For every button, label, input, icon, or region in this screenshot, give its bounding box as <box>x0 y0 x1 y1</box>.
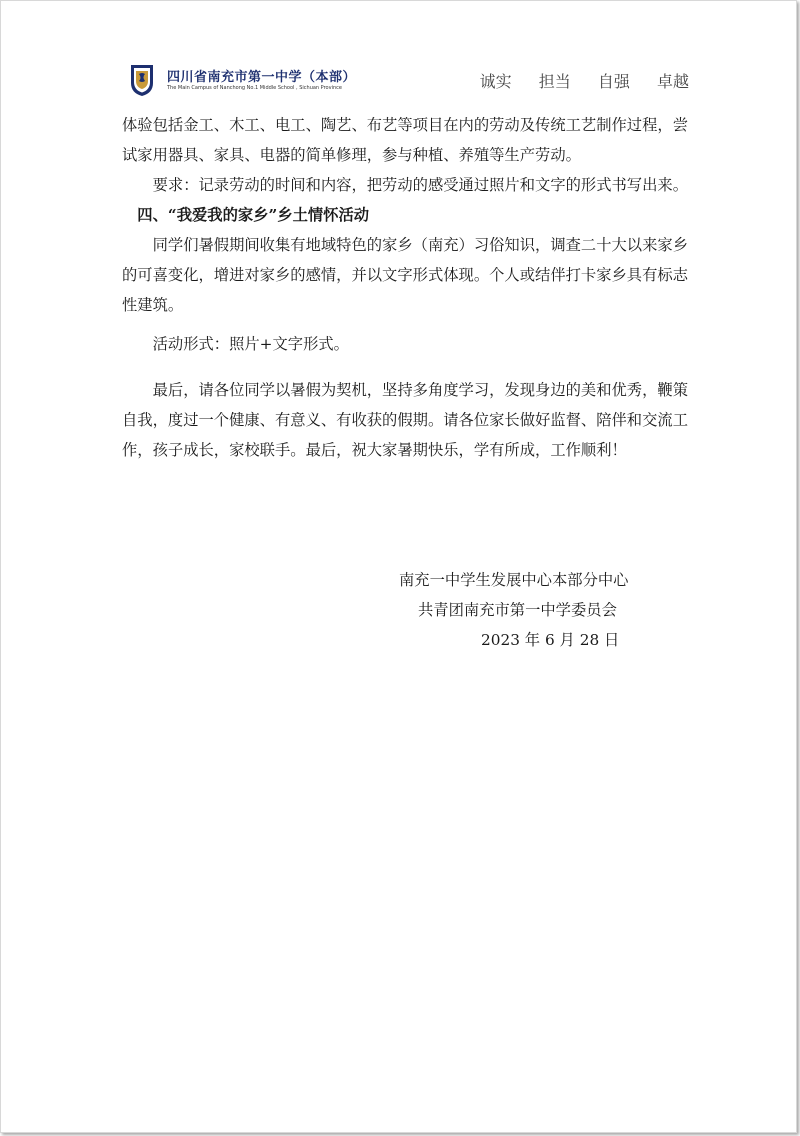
body-text <box>122 110 692 465</box>
page-header <box>129 63 689 103</box>
signature-block <box>381 565 701 655</box>
paragraph-labor-requirement: 要求：记录劳动的时间和内容，把劳动的感受通过照片和文字的形式书写出来。 <box>152 176 688 194</box>
paragraph-activity-format: 活动形式：照片+文字形式。 <box>152 335 349 353</box>
signature-organization: 南充一中学生发展中心本部分中心 <box>399 571 629 589</box>
paragraph-closing: 最后，请各位同学以暑假为契机，坚持多角度学习，发现身边的美和优秀，鞭策自我，度过一个健康、有意义、有收获的假期。请各位家长做好监督、陪伴和交流工作，孩子成长，家校联手。最后，祝大家暑期快乐，学有所成，工作顺利！ <box>122 381 688 459</box>
motto-word: 诚实 <box>479 72 512 91</box>
motto-word: 卓越 <box>656 72 689 91</box>
motto-word: 担当 <box>538 72 571 91</box>
signature-league-committee: 共青团南充市第一中学委员会 <box>418 601 617 619</box>
school-emblem-icon <box>129 63 155 97</box>
paragraph-hometown-activity: 同学们暑假期间收集有地域特色的家乡（南充）习俗知识，调查二十大以来家乡的可喜变化，增进对家乡的感情，并以文字形式体现。个人或结伴打卡家乡具有标志性建筑。 <box>122 236 688 314</box>
signature-date: 2023 年 6 月 28 日 <box>481 631 620 649</box>
motto-word: 自强 <box>597 72 630 91</box>
school-motto <box>458 69 689 92</box>
paragraph-labor-experience: 体验包括金工、木工、电工、陶艺、布艺等项目在内的劳动及传统工艺制作过程，尝试家用器具、家具、电器的简单修理，参与种植、养殖等生产劳动。 <box>122 116 688 164</box>
section-heading-hometown: 四、“我爱我的家乡”乡土情怀活动 <box>137 206 370 224</box>
school-name-english: The Main Campus of Nanchong No.1 Middle School , Sichuan Province <box>167 85 342 91</box>
school-name: 四川省南充市第一中学（本部） <box>167 70 357 85</box>
